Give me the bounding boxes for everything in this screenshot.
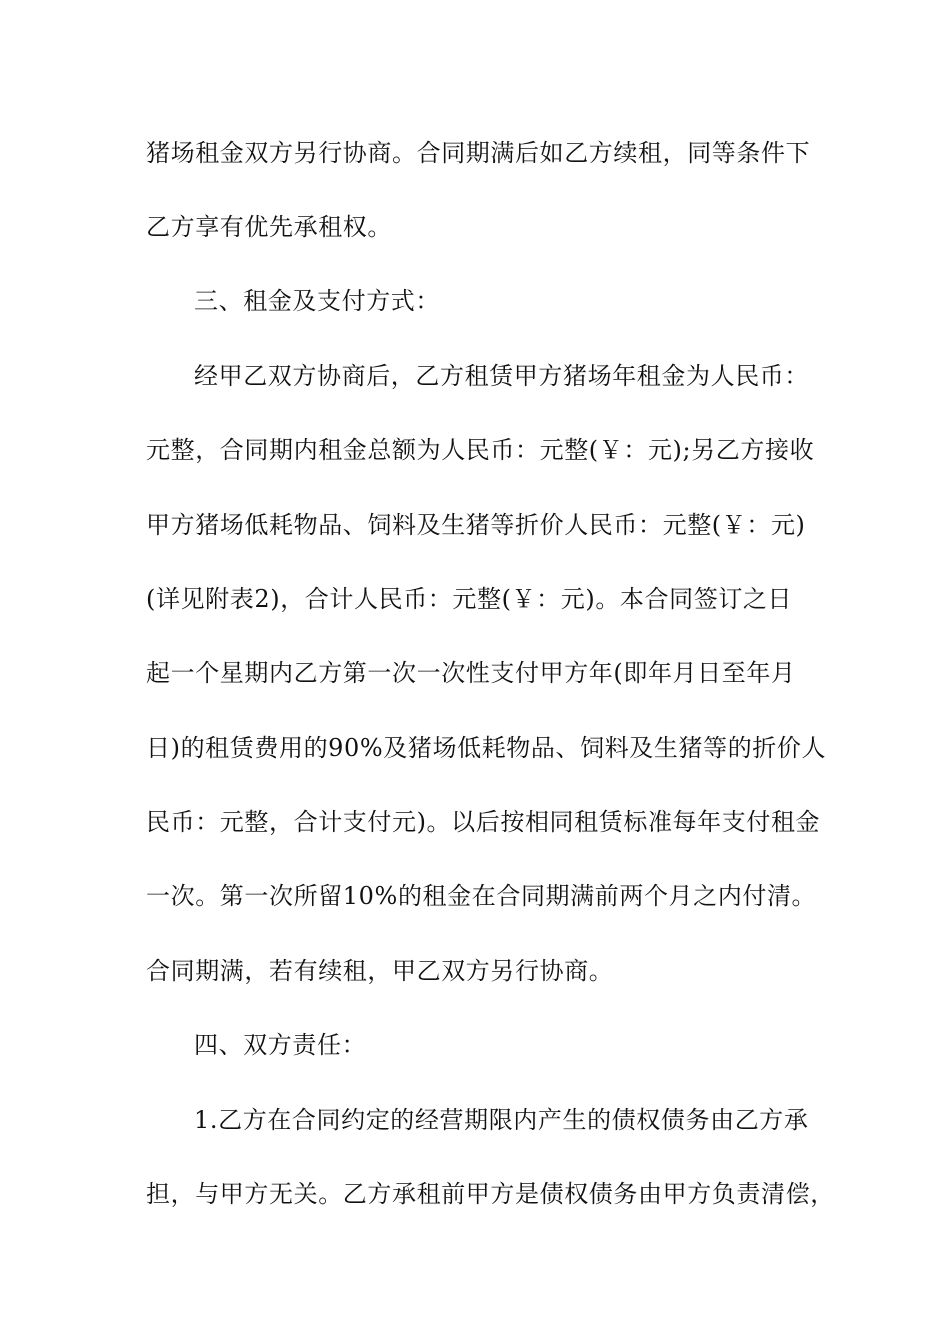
body-text-line: 猪场租金双方另行协商。合同期满后如乙方续租，同等条件下 bbox=[146, 139, 811, 167]
body-text-line: 日)的租赁费用的90%及猪场低耗物品、饲料及生猪等的折价人 bbox=[146, 734, 827, 762]
body-text-line: 起一个星期内乙方第一次一次性支付甲方年(即年月日至年月 bbox=[146, 659, 796, 687]
section-heading-responsibilities: 四、双方责任： bbox=[194, 1031, 367, 1059]
body-text-line: 担，与甲方无关。乙方承租前甲方是债权债务由甲方负责清偿， bbox=[146, 1180, 835, 1208]
section-heading-rent-payment: 三、租金及支付方式： bbox=[194, 287, 440, 315]
body-text-line: 元整，合同期内租金总额为人民币：元整(￥：元);另乙方接收 bbox=[146, 436, 815, 464]
body-text-line: 民币：元整，合计支付元)。以后按相同租赁标准每年支付租金 bbox=[146, 808, 821, 836]
body-text-line: 经甲乙双方协商后，乙方租赁甲方猪场年租金为人民币： bbox=[194, 362, 809, 390]
body-text-line: 乙方享有优先承租权。 bbox=[146, 213, 392, 241]
body-text-line: 甲方猪场低耗物品、饲料及生猪等折价人民币：元整(￥：元) bbox=[146, 511, 806, 539]
body-text-line: (详见附表2)，合计人民币：元整(￥：元)。本合同签订之日 bbox=[146, 585, 793, 613]
body-text-line: 合同期满，若有续租，甲乙双方另行协商。 bbox=[146, 957, 614, 985]
body-text-line: 1.乙方在合同约定的经营期限内产生的债权债务由乙方承 bbox=[194, 1106, 809, 1134]
body-text-line: 一次。第一次所留10%的租金在合同期满前两个月之内付清。 bbox=[146, 882, 817, 910]
